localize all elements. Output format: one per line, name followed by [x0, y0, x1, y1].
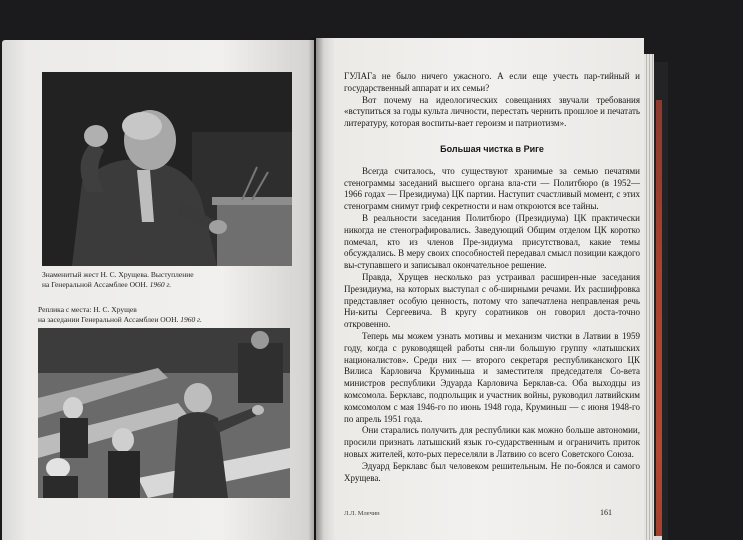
page-edges: [644, 54, 654, 540]
paragraph-7: Они старались получить для республики как можно больше автономии, просили признать латышский язык го-сударственным и ограничить приток новых жителей, кото-рых переселяли в Латвию со всего Советского Союза.: [344, 425, 640, 459]
right-page-text: [344, 71, 640, 484]
page-number: 161: [600, 508, 612, 517]
paragraph-1: ГУЛАГа не было ничего ужасного. А если еще учесть пар-тийный и государственный аппарат и их семьи?: [344, 71, 640, 93]
caption-bottom-line2: на заседании Генеральной Ассамблеи ООН.: [38, 315, 179, 324]
footer-author: Л.Л. Млечин: [344, 510, 380, 517]
caption-top-line1: Знаменитый жест Н. С. Хрущева. Выступление: [42, 270, 194, 279]
paragraph-4: В реальности заседания Политбюро (Президиума) ЦК практически никогда не стенографировались. Заведующий Общим отделом ЦК коротко помечал, кто из членов Пре-зидиума присутствовал, какие темы обсуждались. В меру своих способностей передавал смысл позиции каждого вы-ступавшего и записывал окончательное решение.: [344, 212, 640, 271]
photo-assembly-hall: [38, 328, 290, 498]
caption-top-line2: на Генеральной Ассамблее ООН.: [42, 280, 148, 289]
caption-bottom-line1: Реплика с места: Н. С. Хрущев: [38, 305, 137, 314]
open-book: [0, 38, 743, 540]
paragraph-2: Вот почему на идеологических совещаниях звучали требования «вступиться за годы культа личности, перестать чернить прошлое и печатать литературу, которая воспиты-вает героизм и патриотизм».: [344, 94, 640, 129]
bookmark-ribbon: [656, 100, 662, 540]
caption-top-year: 1960 г.: [149, 280, 172, 289]
caption-bottom-year: 1960 г.: [180, 315, 202, 324]
paragraph-8: Эдуард Берклавс был человеком решительным. Не по-боялся и самого Хрущева.: [344, 460, 640, 483]
caption-top: [42, 270, 297, 290]
paragraph-3: Всегда считалось, что существуют хранимые за семью печатями стенограммы заседаний высшего органа вла-сти — Политбюро (в 1952—1966 годах — Президиума) ЦК партии. Наступит счастливый момент, с этих стенограмм снимут гриф секретности и нам откроются все тайны.: [344, 165, 640, 212]
bookmark-tip: [654, 536, 662, 540]
section-heading: Большая чистка в Риге: [440, 143, 544, 154]
book-gutter: [308, 38, 324, 540]
paragraph-6: Теперь мы можем узнать мотивы и механизм чистки в Латвии в 1959 году, когда с руководящей работы сня-ли большую группу «латышских националистов». Среди них — второго секретаря республиканского ЦК Вилиса Карловича Круминьша и заместителя председателя Со-вета министров республики Эдуарда Карловича Берклав-са. Оба выходцы из комсомола. Берклавс, подпольщик и участник войны, руководил латвийским комсомолом с мая 1946-го по июнь 1948 года, Круминьш — с июня 1948-го по апрель 1951 года.: [344, 330, 640, 424]
caption-bottom: [38, 305, 293, 325]
photo-khrushchev-podium: [42, 72, 292, 266]
paragraph-5: Правда, Хрущев несколько раз устраивал расширен-ные заседания Президиума, на которых выступал с об-ширными речами. Их расшифровка представляет особую ценность, потому что запечатлена неправленая речь Ни-киты Сергеевича. В кругу соратников он говорил доста-точно откровенно.: [344, 271, 640, 330]
